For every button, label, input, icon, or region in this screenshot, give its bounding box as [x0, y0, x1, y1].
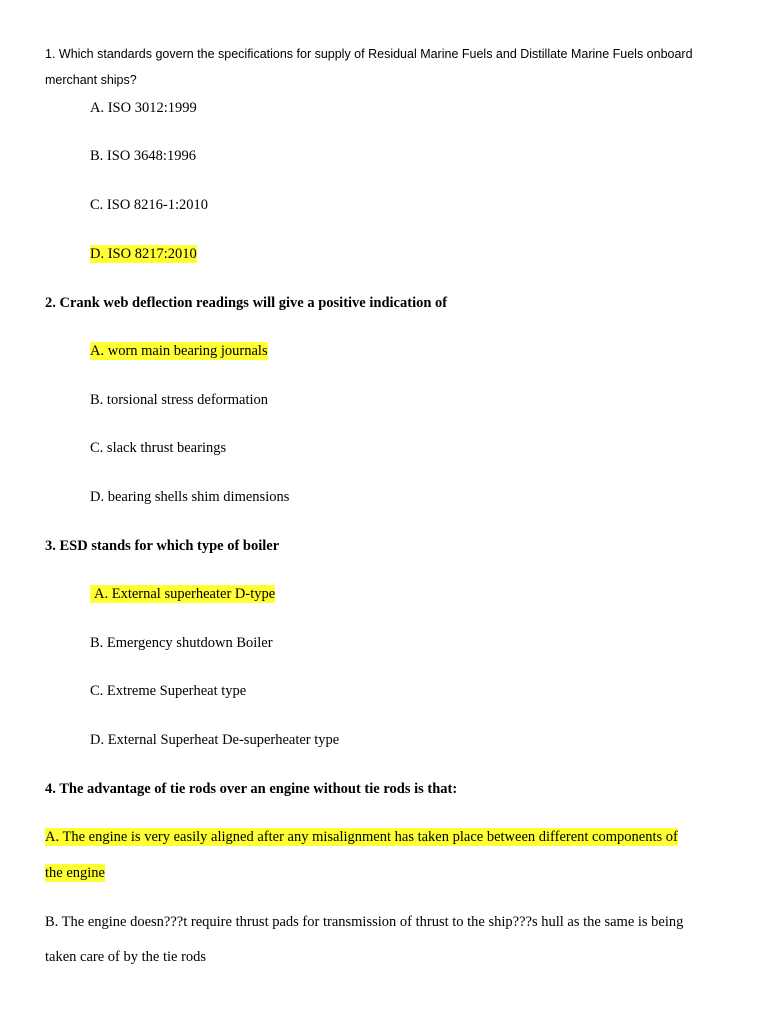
- question-3-option-c: C. Extreme Superheat type: [90, 683, 247, 699]
- question-1-text-line-2: merchant ships?: [45, 73, 137, 87]
- question-3-text: 3. ESD stands for which type of boiler: [45, 538, 280, 554]
- question-4-option-a-highlighted-line-2: the engine: [45, 865, 105, 881]
- question-3-option-b: B. Emergency shutdown Boiler: [90, 635, 273, 651]
- question-1-option-a: A. ISO 3012:1999: [90, 100, 197, 116]
- question-4-text: 4. The advantage of tie rods over an engine without tie rods is that:: [45, 781, 458, 797]
- question-4-option-a-highlighted-line-1: A. The engine is very easily aligned after any misalignment has taken place between different components of: [45, 829, 678, 845]
- question-2-option-d: D. bearing shells shim dimensions: [90, 489, 290, 505]
- question-4-option-a-row-1: [45, 828, 678, 846]
- question-3-option-d: D. External Superheat De-superheater type: [90, 732, 340, 748]
- question-2-option-c: C. slack thrust bearings: [90, 440, 227, 456]
- question-1-option-d-row: [90, 245, 197, 263]
- question-1-option-b: B. ISO 3648:1996: [90, 148, 196, 164]
- question-1-text-line-1: 1. Which standards govern the specifications for supply of Residual Marine Fuels and Distillate Marine Fuels onboard: [45, 47, 693, 61]
- question-3-option-a-highlighted-answer: A. External superheater D-type: [90, 585, 275, 603]
- question-3-option-a-row: [90, 585, 275, 603]
- question-2-option-a-row: [90, 342, 268, 360]
- question-1-option-d-highlighted-answer: D. ISO 8217:2010: [90, 246, 197, 262]
- question-2-text: 2. Crank web deflection readings will give a positive indication of: [45, 295, 448, 311]
- question-1-option-c: C. ISO 8216-1:2010: [90, 197, 209, 213]
- question-4-option-b-line-1: B. The engine doesn???t require thrust pads for transmission of thrust to the ship???s hull as the same is being: [45, 914, 684, 930]
- question-2-option-b: B. torsional stress deformation: [90, 392, 269, 408]
- question-4-option-a-row-2: [45, 864, 105, 882]
- question-2-option-a-highlighted-answer: A. worn main bearing journals: [90, 343, 268, 359]
- question-4-option-b-line-2: taken care of by the tie rods: [45, 949, 207, 965]
